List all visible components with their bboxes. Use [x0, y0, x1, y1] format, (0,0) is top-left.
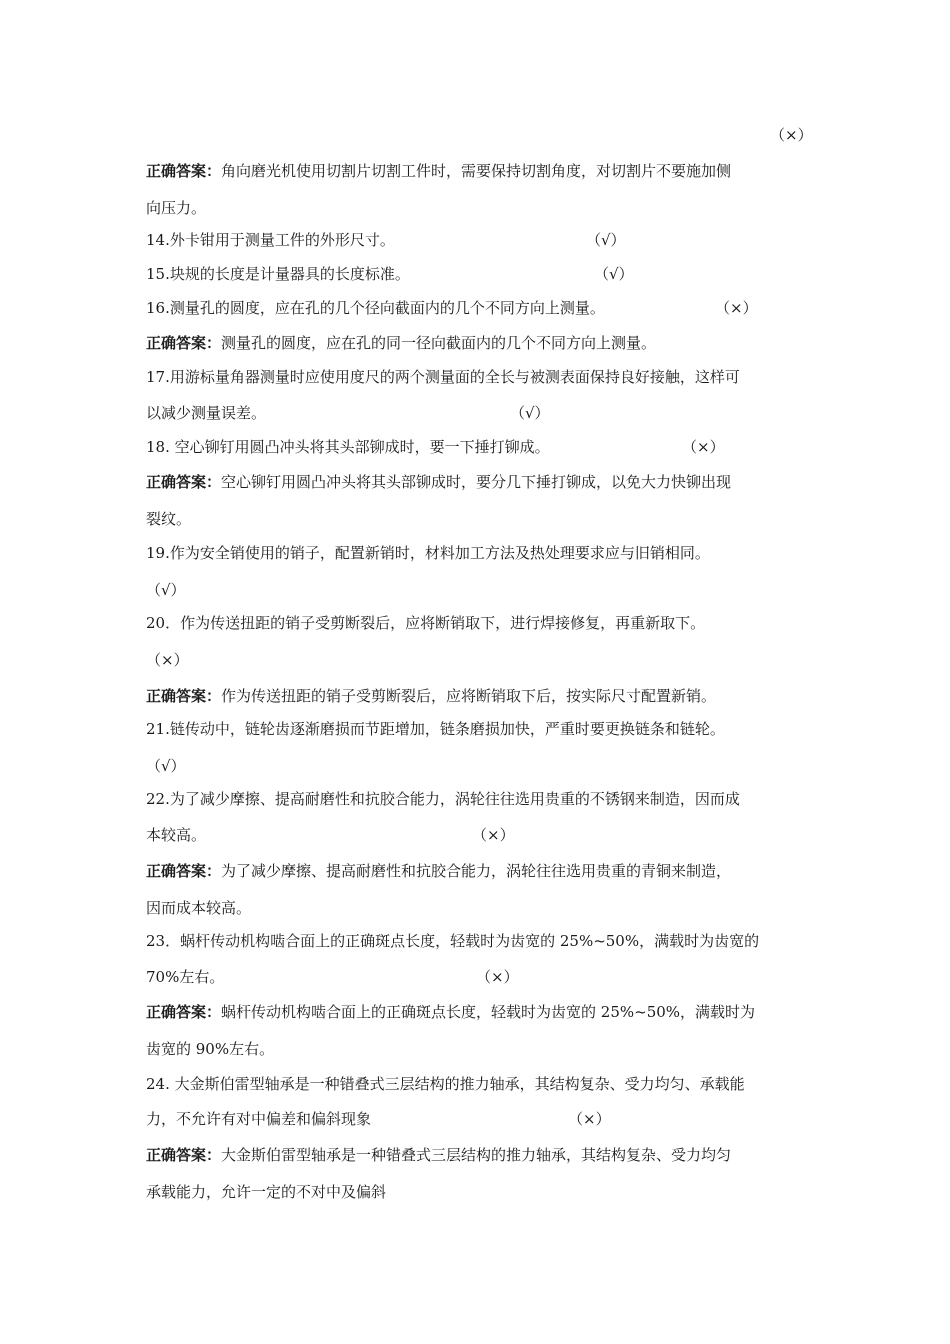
answer-mark: （√） — [510, 404, 550, 422]
answer-text: 蜗杆传动机构啮合面上的正确斑点长度，轻载时为齿宽的 25%~50%，满载时为 — [221, 1003, 756, 1021]
answer-mark: （√） — [586, 231, 626, 249]
question-17: 17.用游标量角器测量时应使用度尺的两个测量面的全长与被测表面保持良好接触，这样可 — [146, 368, 740, 386]
question-20: 20．作为传送扭距的销子受剪断裂后，应将断销取下，进行焊接修复，再重新取下。 — [146, 614, 706, 632]
text-line: 力，不允许有对中偏差和偏斜现象 — [146, 1110, 372, 1128]
answer-line — [146, 1002, 755, 1022]
answer-mark: （×） — [715, 299, 758, 317]
answer-mark: （√） — [594, 265, 634, 283]
correct-answer-label: 正确答案： — [146, 473, 222, 491]
correct-answer-label: 正确答案： — [146, 334, 222, 352]
text-line: 向压力。 — [146, 199, 207, 217]
question-18: 18. 空心铆钉用圆凸冲头将其头部铆成时，要一下捶打铆成。 — [146, 438, 550, 456]
answer-mark: （×） — [568, 1110, 611, 1128]
correct-answer-label: 正确答案： — [146, 687, 222, 705]
answer-line — [146, 161, 731, 181]
answer-text: 大金斯伯雷型轴承是一种错叠式三层结构的推力轴承，其结构复杂、受力均匀 — [221, 1146, 732, 1164]
question-14: 14.外卡钳用于测量工件的外形尺寸。 — [146, 231, 395, 249]
correct-answer-label: 正确答案： — [146, 1003, 222, 1021]
question-23: 23．蜗杆传动机构啮合面上的正确斑点长度，轻载时为齿宽的 25%~50%，满载时为齿宽的 — [146, 932, 760, 950]
question-21: 21.链传动中，链轮齿逐渐磨损而节距增加，链条磨损加快，严重时要更换链条和链轮。 — [146, 720, 725, 738]
text-line: 本较高。 — [146, 826, 207, 844]
correct-answer-label: 正确答案： — [146, 1146, 222, 1164]
text-line: 以减少测量误差。 — [146, 404, 267, 422]
answer-mark: （×） — [472, 826, 515, 844]
answer-text: 作为传送扭距的销子受剪断裂后，应将断销取下后，按实际尺寸配置新销。 — [221, 687, 717, 705]
answer-mark: （×） — [770, 126, 813, 144]
question-16: 16.测量孔的圆度，应在孔的几个径向截面内的几个不同方向上测量。 — [146, 299, 605, 317]
answer-line — [146, 472, 731, 492]
answer-mark: （√） — [146, 581, 186, 599]
text-line: 裂纹。 — [146, 510, 192, 528]
answer-line — [146, 333, 656, 353]
answer-line — [146, 1145, 731, 1165]
answer-line — [146, 686, 716, 706]
answer-text: 测量孔的圆度，应在孔的同一径向截面内的几个不同方向上测量。 — [221, 334, 657, 352]
question-24: 24. 大金斯伯雷型轴承是一种错叠式三层结构的推力轴承，其结构复杂、受力均匀、承载能 — [146, 1075, 745, 1093]
answer-mark: （√） — [146, 757, 186, 775]
text-line: 齿宽的 90%左右。 — [146, 1040, 275, 1058]
question-22: 22.为了减少摩擦、提高耐磨性和抗胶合能力，涡轮往往选用贵重的不锈钢来制造，因而成 — [146, 790, 740, 808]
answer-text: 为了减少摩擦、提高耐磨性和抗胶合能力，涡轮往往选用贵重的青铜来制造， — [221, 862, 732, 880]
correct-answer-label: 正确答案： — [146, 862, 222, 880]
answer-mark: （×） — [146, 651, 189, 669]
correct-answer-label: 正确答案： — [146, 162, 222, 180]
answer-line — [146, 861, 731, 881]
question-15: 15.块规的长度是计量器具的长度标准。 — [146, 265, 410, 283]
question-19: 19.作为安全销使用的销子，配置新销时，材料加工方法及热处理要求应与旧销相同。 — [146, 544, 710, 562]
answer-mark: （×） — [682, 438, 725, 456]
answer-mark: （×） — [476, 968, 519, 986]
text-line: 70%左右。 — [146, 968, 225, 986]
answer-text: 空心铆钉用圆凸冲头将其头部铆成时，要分几下捶打铆成，以免大力快铆出现 — [221, 473, 732, 491]
text-line: 因而成本较高。 — [146, 899, 252, 917]
text-line: 承载能力，允许一定的不对中及偏斜 — [146, 1183, 387, 1201]
answer-text: 角向磨光机使用切割片切割工件时，需要保持切割角度，对切割片不要施加侧 — [221, 162, 732, 180]
